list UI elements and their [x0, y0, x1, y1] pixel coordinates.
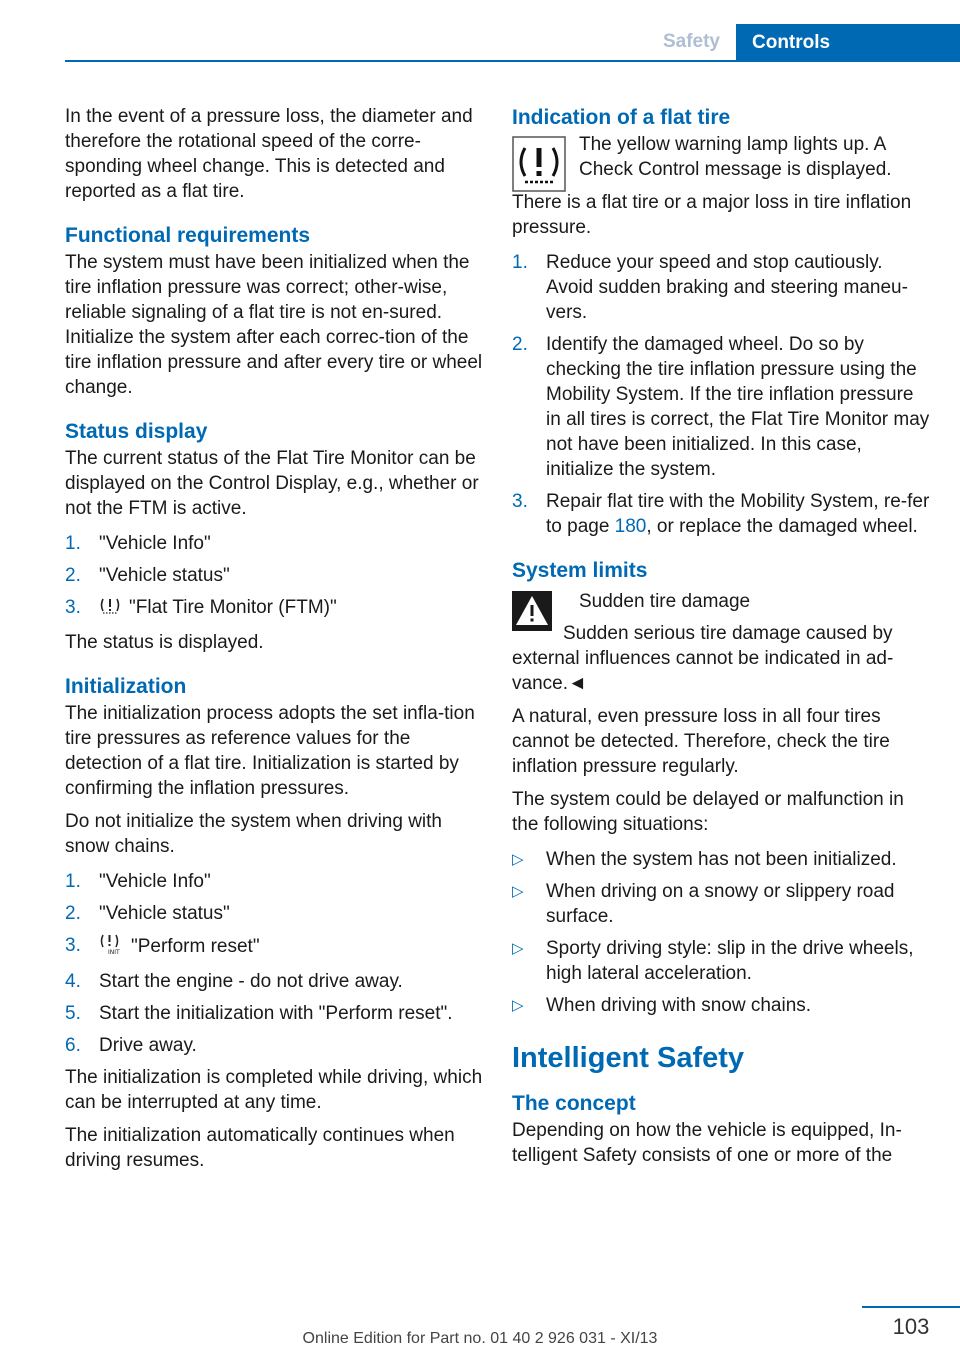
edition-footer: Online Edition for Part no. 01 40 2 926 031 - XI/13	[302, 1330, 658, 1347]
step-text: , or replace the damaged wheel.	[646, 516, 918, 537]
step-text: Start the engine - do not drive away.	[99, 971, 403, 992]
step-number: 3.	[65, 935, 81, 956]
header-rule	[65, 60, 960, 62]
initialization-steps	[65, 869, 483, 1058]
concept-text: Depending on how the vehicle is equipped, In-telligent Safety consists of one or more of the	[512, 1120, 902, 1166]
concept-heading: The concept	[512, 1092, 636, 1115]
flat-tire-heading: Indication of a flat tire	[512, 106, 731, 129]
list-item	[65, 1001, 483, 1026]
tire-init-icon	[99, 933, 123, 962]
snow-chains-note: Do not initialize the system when driving with snow chains.	[65, 811, 443, 857]
step-number: 2.	[65, 903, 81, 924]
malfunction-intro: The system could be delayed or malfunction in the following situations:	[512, 789, 904, 835]
initialization-text: The initialization process adopts the set infla-tion tire pressures as reference values for the detection of a flat tire. Initialization is started by confirming the inflation pressures.	[65, 703, 475, 799]
step-number: 3.	[65, 597, 81, 618]
step-text: "Vehicle Info"	[99, 871, 211, 892]
step-text: "Vehicle status"	[99, 565, 230, 586]
flat-tire-explanation: There is a flat tire or a major loss in tire inflation pressure.	[512, 192, 912, 238]
step-number: 4.	[65, 971, 81, 992]
step-text: Reduce your speed and stop cautiously. Avoid sudden braking and steering maneu-vers.	[546, 252, 908, 323]
step-number: 1.	[65, 533, 81, 554]
step-number: 3.	[512, 491, 528, 512]
initialization-completed-text: The initialization is completed while driving, which can be interrupted at any time.	[65, 1067, 483, 1113]
list-item	[512, 250, 932, 325]
warning-triangle-icon	[512, 591, 552, 631]
svg-text:INIT: INIT	[108, 949, 120, 955]
step-text: Identify the damaged wheel. Do so by checking the tire inflation pressure using the Mobility System. If the tire inflation pressure in all tires is correct, the Flat Tire Monitor may not have been initialized. In this case, initialize the system.	[546, 334, 930, 480]
step-number: 2.	[512, 334, 528, 355]
page-number: 103	[892, 1314, 930, 1339]
list-item	[512, 879, 932, 929]
list-item	[65, 595, 483, 623]
functional-requirements-heading: Functional requirements	[65, 224, 311, 247]
footer-rule	[862, 1306, 960, 1308]
step-text: Start the initialization with "Perform reset".	[99, 1003, 453, 1024]
bullet-text: Sporty driving style: slip in the drive wheels, high lateral acceleration.	[546, 938, 914, 984]
tab-controls[interactable]: Controls	[736, 24, 960, 62]
status-display-heading: Status display	[65, 420, 208, 443]
initialization-heading: Initialization	[65, 675, 187, 698]
right-column	[512, 104, 932, 1176]
list-item	[512, 847, 932, 872]
tire-warning-lamp-icon	[512, 136, 566, 192]
list-item	[65, 563, 483, 588]
page-180-link[interactable]: 180	[614, 516, 647, 537]
warning-lamp-block	[512, 132, 932, 196]
bullet-text: When the system has not been initialized.	[546, 849, 897, 870]
bullet-arrow-icon: ▷	[512, 883, 524, 900]
list-item	[512, 936, 932, 986]
pressure-loss-text: A natural, even pressure loss in all four tires cannot be detected. Therefore, check the tire inflation pressure regularly.	[512, 706, 890, 777]
step-text: "Vehicle status"	[99, 903, 230, 924]
bullet-arrow-icon: ▷	[512, 997, 524, 1014]
list-item	[65, 531, 483, 556]
caution-text: Sudden serious tire damage caused by external influences cannot be indicated in ad-vance.◄	[512, 623, 894, 694]
status-steps	[65, 531, 483, 623]
left-column	[65, 104, 483, 1181]
list-item	[512, 332, 932, 482]
step-number: 1.	[512, 252, 528, 273]
intro-paragraph: In the event of a pressure loss, the diameter and therefore the rotational speed of the corre-sponding wheel change. This is detected and reported as a flat tire.	[65, 106, 473, 202]
functional-requirements-text: The system must have been initialized when the tire inflation pressure was correct; other-wise, reliable signaling of a flat tire is not en-sured. Initialize the system after each correc-tion of the tire inflation pressure and after every tire or wheel change.	[65, 252, 483, 398]
step-text: "Flat Tire Monitor (FTM)"	[129, 597, 337, 618]
caution-block	[512, 585, 932, 625]
step-text: "Perform reset"	[131, 936, 260, 957]
step-text: Repair flat tire with the Mobility System, re-fer to page	[546, 491, 930, 537]
flat-tire-icon	[99, 596, 121, 623]
intelligent-safety-heading: Intelligent Safety	[512, 1042, 745, 1074]
tab-safety[interactable]: Safety	[662, 31, 720, 52]
status-result-text: The status is displayed.	[65, 632, 264, 653]
system-limits-heading: System limits	[512, 559, 648, 582]
step-number: 6.	[65, 1035, 81, 1056]
list-item	[512, 993, 932, 1018]
status-display-text: The current status of the Flat Tire Monitor can be displayed on the Control Display, e.g., whether or not the FTM is active.	[65, 448, 479, 519]
bullet-arrow-icon: ▷	[512, 940, 524, 957]
list-item	[65, 901, 483, 926]
list-item	[65, 1033, 483, 1058]
bullet-text: When driving with snow chains.	[546, 995, 812, 1016]
list-item	[512, 489, 932, 539]
bullet-arrow-icon: ▷	[512, 851, 524, 868]
warning-lamp-text: The yellow warning lamp lights up. A Check Control message is displayed.	[579, 134, 892, 180]
malfunction-list	[512, 847, 932, 1018]
step-number: 2.	[65, 565, 81, 586]
step-number: 1.	[65, 871, 81, 892]
flat-tire-steps	[512, 250, 932, 539]
step-text: "Vehicle Info"	[99, 533, 211, 554]
list-item	[65, 869, 483, 894]
caution-title: Sudden tire damage	[579, 591, 751, 612]
initialization-continues-text: The initialization automatically continues when driving resumes.	[65, 1125, 455, 1171]
bullet-text: When driving on a snowy or slippery road surface.	[546, 881, 895, 927]
list-item	[65, 969, 483, 994]
step-number: 5.	[65, 1003, 81, 1024]
step-text: Drive away.	[99, 1035, 197, 1056]
list-item	[65, 933, 483, 962]
